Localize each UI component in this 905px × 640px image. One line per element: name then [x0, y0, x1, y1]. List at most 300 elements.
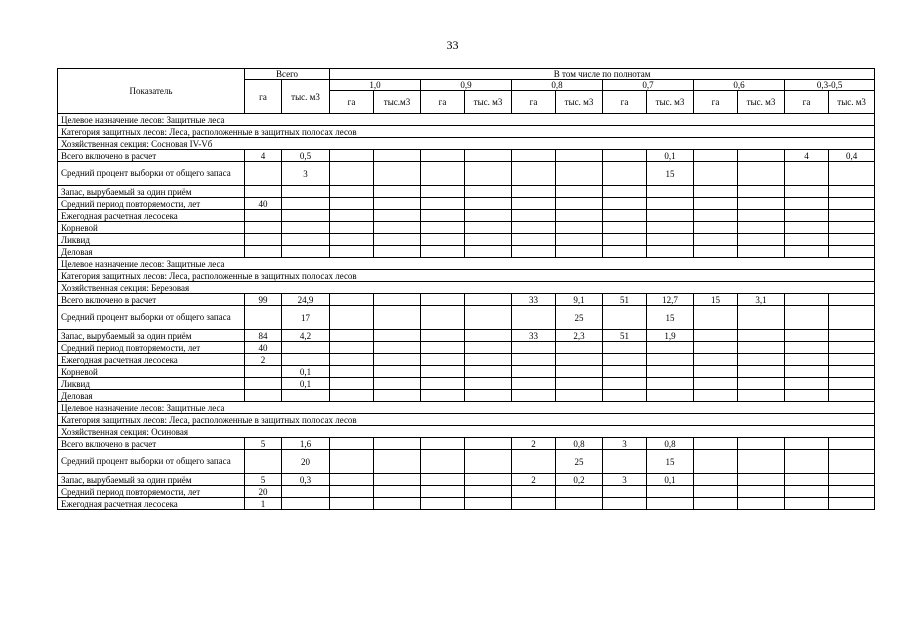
- table-cell: 25: [556, 450, 603, 474]
- table-cell: [785, 450, 829, 474]
- section-heading: Целевое назначение лесов: Защитные леса: [58, 114, 875, 126]
- table-cell: [245, 210, 282, 222]
- table-cell: [829, 354, 875, 366]
- table-cell: [421, 438, 465, 450]
- table-cell: [785, 498, 829, 510]
- table-cell: [245, 162, 282, 186]
- table-cell: [421, 306, 465, 330]
- volume-header: тыс. м3: [829, 91, 875, 114]
- table-cell: [330, 498, 374, 510]
- row-label: Средний процент выборки от общего запаса: [58, 450, 245, 474]
- table-cell: [465, 306, 512, 330]
- row-label: Ежегодная расчетная лесосека: [58, 210, 245, 222]
- table-cell: [374, 438, 421, 450]
- table-cell: [738, 474, 785, 486]
- table-cell: [829, 162, 875, 186]
- table-cell: [738, 162, 785, 186]
- table-cell: [330, 330, 374, 342]
- table-cell: [694, 450, 738, 474]
- volume-header: тыс.м3: [374, 91, 421, 114]
- table-cell: [829, 450, 875, 474]
- section-heading-row: [58, 282, 875, 294]
- table-cell: [556, 366, 603, 378]
- table-cell: [465, 186, 512, 198]
- table-cell: [374, 306, 421, 330]
- table-cell: [465, 246, 512, 258]
- table-cell: [556, 222, 603, 234]
- table-cell: 0,1: [282, 366, 330, 378]
- table-cell: [421, 390, 465, 402]
- section-heading: Целевое назначение лесов: Защитные леса: [58, 258, 875, 270]
- table-cell: [829, 342, 875, 354]
- table-cell: [603, 186, 647, 198]
- table-cell: [374, 162, 421, 186]
- table-cell: [512, 306, 556, 330]
- table-cell: [603, 162, 647, 186]
- table-cell: [282, 186, 330, 198]
- table-cell: 4: [245, 150, 282, 162]
- table-cell: [556, 342, 603, 354]
- table-cell: [465, 450, 512, 474]
- table-cell: [556, 210, 603, 222]
- table-cell: 99: [245, 294, 282, 306]
- section-heading-row: [58, 402, 875, 414]
- row-label: Средний процент выборки от общего запаса: [58, 162, 245, 186]
- table-cell: [829, 486, 875, 498]
- table-cell: [330, 150, 374, 162]
- table-cell: [694, 354, 738, 366]
- table-cell: [330, 354, 374, 366]
- table-row: [58, 354, 875, 366]
- density-header: 0,8: [512, 80, 603, 91]
- table-row: [58, 342, 875, 354]
- table-cell: [374, 390, 421, 402]
- cutting-table: [57, 68, 875, 510]
- table-cell: [647, 378, 694, 390]
- indicator-header: Показатель: [58, 69, 245, 114]
- table-cell: [465, 150, 512, 162]
- table-cell: [738, 222, 785, 234]
- table-cell: [512, 354, 556, 366]
- density-header: 0,6: [694, 80, 785, 91]
- section-heading: Категория защитных лесов: Леса, расположенные в защитных полосах лесов: [58, 414, 875, 426]
- table-cell: [738, 342, 785, 354]
- table-cell: [647, 354, 694, 366]
- table-cell: [421, 186, 465, 198]
- table-cell: [694, 474, 738, 486]
- table-cell: [829, 198, 875, 210]
- table-cell: [785, 234, 829, 246]
- table-cell: [465, 330, 512, 342]
- table-cell: 3: [603, 474, 647, 486]
- table-cell: [738, 330, 785, 342]
- table-cell: [421, 234, 465, 246]
- table-cell: [330, 378, 374, 390]
- table-cell: [465, 366, 512, 378]
- table-cell: [330, 366, 374, 378]
- table-cell: 2: [245, 354, 282, 366]
- volume-header: тыс. м3: [647, 91, 694, 114]
- table-cell: [603, 390, 647, 402]
- total-header: Всего: [245, 69, 330, 80]
- table-cell: [421, 294, 465, 306]
- table-cell: [465, 438, 512, 450]
- table-cell: [785, 486, 829, 498]
- table-cell: [245, 366, 282, 378]
- row-label: Всего включено в расчет: [58, 150, 245, 162]
- table-cell: [512, 186, 556, 198]
- table-cell: [556, 498, 603, 510]
- table-cell: [330, 474, 374, 486]
- table-cell: 0,1: [647, 474, 694, 486]
- table-cell: [785, 162, 829, 186]
- row-label: Деловая: [58, 246, 245, 258]
- table-cell: [603, 234, 647, 246]
- table-cell: [330, 450, 374, 474]
- row-label: Ежегодная расчетная лесосека: [58, 354, 245, 366]
- table-cell: 4,2: [282, 330, 330, 342]
- table-row: [58, 210, 875, 222]
- table-body: [58, 114, 875, 510]
- table-cell: [374, 210, 421, 222]
- table-cell: [647, 246, 694, 258]
- row-label: Запас, вырубаемый за один приём: [58, 186, 245, 198]
- table-cell: [374, 294, 421, 306]
- table-cell: [694, 390, 738, 402]
- table-cell: 0,2: [556, 474, 603, 486]
- table-cell: [694, 246, 738, 258]
- table-cell: [556, 246, 603, 258]
- table-cell: [694, 198, 738, 210]
- table-cell: [421, 474, 465, 486]
- table-cell: [245, 378, 282, 390]
- table-cell: [245, 450, 282, 474]
- table-row: [58, 186, 875, 198]
- table-cell: 15: [694, 294, 738, 306]
- table-cell: [556, 162, 603, 186]
- table-cell: [785, 438, 829, 450]
- table-cell: [694, 186, 738, 198]
- table-cell: 17: [282, 306, 330, 330]
- ha-header: га: [694, 91, 738, 114]
- table-cell: [465, 354, 512, 366]
- table-cell: [647, 498, 694, 510]
- table-cell: [374, 234, 421, 246]
- table-cell: [738, 234, 785, 246]
- ha-header: га: [512, 91, 556, 114]
- table-cell: [694, 306, 738, 330]
- table-cell: [829, 474, 875, 486]
- table-cell: [603, 450, 647, 474]
- table-cell: [512, 222, 556, 234]
- table-cell: 3,1: [738, 294, 785, 306]
- table-cell: [829, 234, 875, 246]
- table-cell: [421, 450, 465, 474]
- table-cell: [829, 294, 875, 306]
- table-row: [58, 234, 875, 246]
- table-cell: [603, 486, 647, 498]
- table-cell: [374, 150, 421, 162]
- table-cell: [738, 186, 785, 198]
- table-cell: [465, 198, 512, 210]
- table-cell: [785, 354, 829, 366]
- table-cell: [694, 342, 738, 354]
- table-cell: [330, 306, 374, 330]
- table-cell: [282, 198, 330, 210]
- table-cell: [603, 306, 647, 330]
- volume-header: тыс. м3: [738, 91, 785, 114]
- table-row: [58, 162, 875, 186]
- table-row: [58, 498, 875, 510]
- table-cell: [738, 354, 785, 366]
- row-label: Средний процент выборки от общего запаса: [58, 306, 245, 330]
- table-cell: [421, 246, 465, 258]
- table-cell: [694, 222, 738, 234]
- table-cell: [785, 330, 829, 342]
- table-cell: [512, 450, 556, 474]
- row-label: Корневой: [58, 222, 245, 234]
- table-cell: [374, 354, 421, 366]
- table-cell: [647, 390, 694, 402]
- table-cell: [603, 198, 647, 210]
- table-cell: [738, 486, 785, 498]
- table-cell: 2: [512, 438, 556, 450]
- table-cell: [694, 438, 738, 450]
- volume-header: тыс. м3: [556, 91, 603, 114]
- table-cell: [421, 198, 465, 210]
- table-cell: [421, 498, 465, 510]
- density-header: 1,0: [330, 80, 421, 91]
- by-density-header: В том числе по полнотам: [330, 69, 875, 80]
- table-cell: 25: [556, 306, 603, 330]
- table-cell: [785, 210, 829, 222]
- table-cell: 51: [603, 330, 647, 342]
- table-cell: [738, 306, 785, 330]
- table-cell: [785, 342, 829, 354]
- table-row: [58, 450, 875, 474]
- row-label: Всего включено в расчет: [58, 438, 245, 450]
- ha-header: га: [421, 91, 465, 114]
- table-cell: 0,4: [829, 150, 875, 162]
- table-cell: [374, 486, 421, 498]
- table-cell: 3: [603, 438, 647, 450]
- table-cell: [330, 162, 374, 186]
- table-cell: [785, 198, 829, 210]
- section-heading-row: [58, 138, 875, 150]
- table-cell: [829, 210, 875, 222]
- table-cell: [829, 390, 875, 402]
- table-cell: 1,9: [647, 330, 694, 342]
- table-cell: [829, 498, 875, 510]
- table-cell: [556, 150, 603, 162]
- table-cell: [738, 210, 785, 222]
- table-cell: 15: [647, 306, 694, 330]
- total-volume-header: тыс. м3: [282, 80, 330, 114]
- table-cell: [245, 246, 282, 258]
- table-cell: [603, 354, 647, 366]
- table-cell: 5: [245, 438, 282, 450]
- density-header: 0,7: [603, 80, 694, 91]
- table-cell: 1: [245, 498, 282, 510]
- table-cell: [374, 450, 421, 474]
- table-cell: [785, 390, 829, 402]
- table-cell: [738, 438, 785, 450]
- table-cell: [282, 486, 330, 498]
- table-cell: 2: [512, 474, 556, 486]
- table-cell: 33: [512, 294, 556, 306]
- table-cell: [245, 306, 282, 330]
- table-cell: [465, 474, 512, 486]
- table-cell: [512, 498, 556, 510]
- table-cell: [465, 342, 512, 354]
- ha-header: га: [785, 91, 829, 114]
- table-cell: [738, 498, 785, 510]
- row-label: Ликвид: [58, 378, 245, 390]
- table-cell: [603, 378, 647, 390]
- table-cell: 9,1: [556, 294, 603, 306]
- table-cell: [330, 222, 374, 234]
- table-cell: 0,1: [647, 150, 694, 162]
- row-label: Корневой: [58, 366, 245, 378]
- table-header: [58, 69, 875, 114]
- table-cell: [694, 486, 738, 498]
- table-cell: [694, 378, 738, 390]
- table-cell: 24,9: [282, 294, 330, 306]
- table-cell: [556, 186, 603, 198]
- table-cell: [421, 366, 465, 378]
- table-row: [58, 474, 875, 486]
- table-cell: [330, 294, 374, 306]
- table-cell: [374, 246, 421, 258]
- table-row: [58, 438, 875, 450]
- table-cell: [421, 354, 465, 366]
- table-row: [58, 390, 875, 402]
- table-cell: [330, 198, 374, 210]
- table-cell: [647, 186, 694, 198]
- table-cell: [785, 186, 829, 198]
- table-cell: [556, 354, 603, 366]
- section-heading: Хозяйственная секция: Березовая: [58, 282, 875, 294]
- table-cell: 2,3: [556, 330, 603, 342]
- table-cell: [421, 222, 465, 234]
- section-heading-row: [58, 258, 875, 270]
- table-cell: [738, 450, 785, 474]
- table-cell: [512, 486, 556, 498]
- table-row: [58, 306, 875, 330]
- section-heading: Категория защитных лесов: Леса, расположенные в защитных полосах лесов: [58, 270, 875, 282]
- table-cell: [603, 210, 647, 222]
- table-cell: 51: [603, 294, 647, 306]
- table-cell: [694, 162, 738, 186]
- table-cell: [785, 294, 829, 306]
- table-row: [58, 294, 875, 306]
- table-cell: [647, 486, 694, 498]
- table-cell: [282, 390, 330, 402]
- table-cell: [512, 342, 556, 354]
- table-cell: [374, 198, 421, 210]
- density-header: 0,3-0,5: [785, 80, 875, 91]
- table-cell: [465, 390, 512, 402]
- table-cell: [694, 498, 738, 510]
- table-cell: [512, 366, 556, 378]
- table-cell: [465, 162, 512, 186]
- row-label: Средний период повторяемости, лет: [58, 486, 245, 498]
- ha-header: га: [603, 91, 647, 114]
- table-cell: [647, 210, 694, 222]
- table-cell: [512, 246, 556, 258]
- table-cell: [374, 378, 421, 390]
- table-row: [58, 198, 875, 210]
- table-cell: [694, 210, 738, 222]
- table-cell: [829, 222, 875, 234]
- table-cell: [374, 222, 421, 234]
- table-cell: [738, 390, 785, 402]
- page-number: 33: [446, 38, 459, 52]
- table-row: [58, 150, 875, 162]
- table-cell: [829, 378, 875, 390]
- table-cell: 15: [647, 450, 694, 474]
- table-cell: [785, 222, 829, 234]
- section-heading: Хозяйственная секция: Сосновая IV-Vб: [58, 138, 875, 150]
- table-cell: [245, 390, 282, 402]
- table-cell: [282, 222, 330, 234]
- table-cell: [282, 246, 330, 258]
- table-cell: [330, 486, 374, 498]
- table-cell: [512, 234, 556, 246]
- table-cell: [785, 378, 829, 390]
- table-cell: [282, 210, 330, 222]
- section-heading-row: [58, 114, 875, 126]
- table-cell: 40: [245, 342, 282, 354]
- table-cell: [465, 294, 512, 306]
- section-heading-row: [58, 426, 875, 438]
- table-row: [58, 330, 875, 342]
- table-cell: [330, 438, 374, 450]
- table-cell: [421, 330, 465, 342]
- table-cell: [245, 186, 282, 198]
- volume-header: тыс. м3: [465, 91, 512, 114]
- table-cell: 3: [282, 162, 330, 186]
- table-cell: [282, 498, 330, 510]
- table-cell: [556, 390, 603, 402]
- table-cell: [330, 210, 374, 222]
- table-cell: [829, 330, 875, 342]
- table-cell: [694, 150, 738, 162]
- table-cell: [421, 150, 465, 162]
- table-cell: 40: [245, 198, 282, 210]
- table-cell: [421, 210, 465, 222]
- table-cell: [245, 222, 282, 234]
- table-cell: [829, 306, 875, 330]
- table-cell: [374, 498, 421, 510]
- table-cell: [330, 186, 374, 198]
- table-cell: [282, 234, 330, 246]
- ha-header: га: [330, 91, 374, 114]
- section-heading: Хозяйственная секция: Осиновая: [58, 426, 875, 438]
- table-cell: [374, 342, 421, 354]
- table-cell: [829, 366, 875, 378]
- table-cell: [512, 210, 556, 222]
- table-cell: [785, 306, 829, 330]
- table-cell: [603, 222, 647, 234]
- table-cell: [330, 342, 374, 354]
- row-label: Ликвид: [58, 234, 245, 246]
- table-cell: 33: [512, 330, 556, 342]
- table-cell: 0,8: [647, 438, 694, 450]
- table-cell: [829, 246, 875, 258]
- table-cell: [556, 234, 603, 246]
- table-cell: 12,7: [647, 294, 694, 306]
